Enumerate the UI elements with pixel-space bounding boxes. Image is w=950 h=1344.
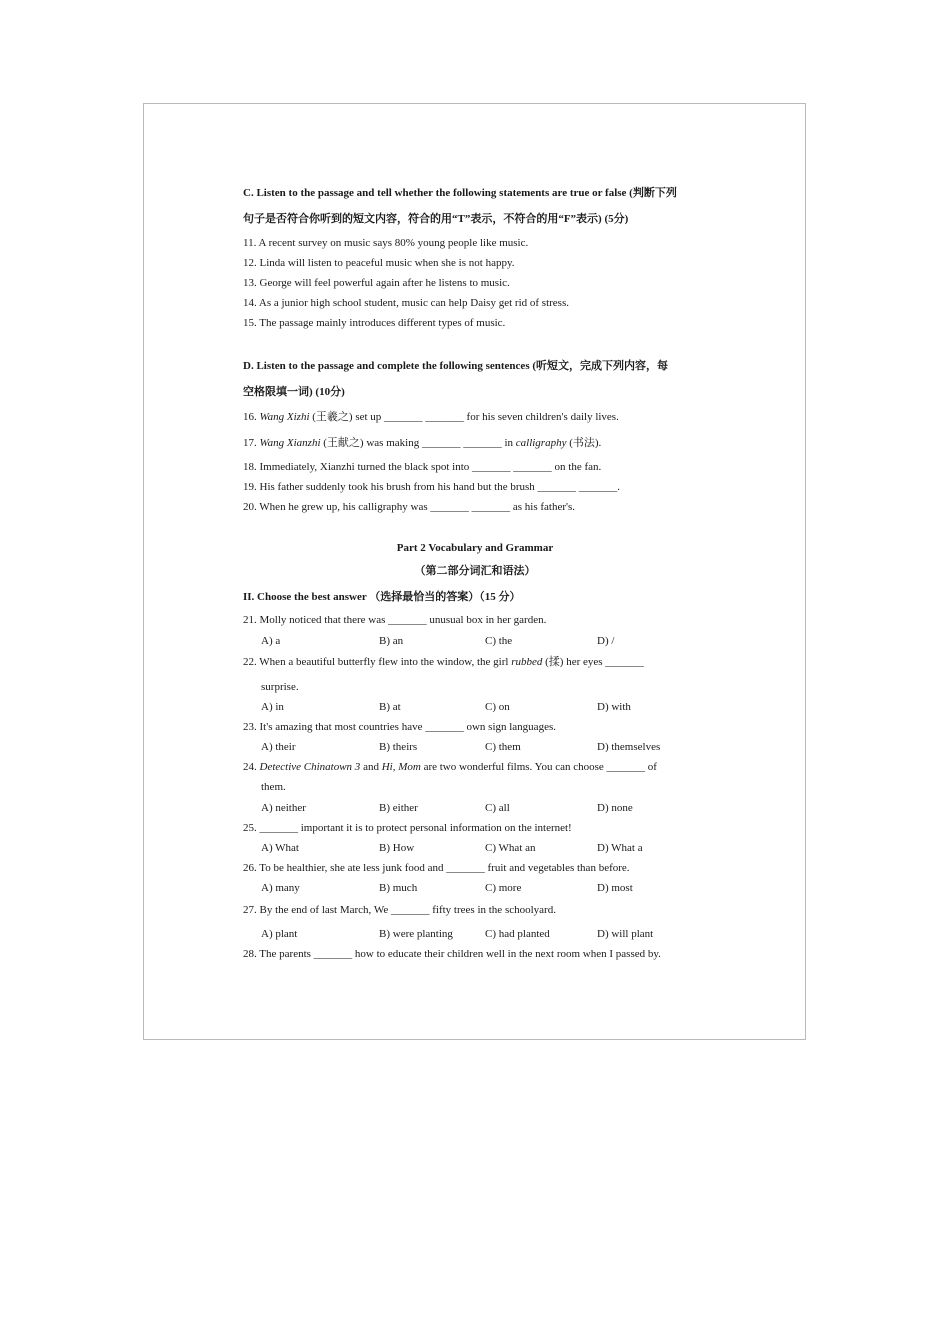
question-24 [243,760,657,774]
q24-option-d: D) none [597,802,633,814]
q21-option-b: B) an [379,635,404,647]
question-24-and: and [360,761,382,773]
q26-option-a: A) many [261,882,300,894]
question-24-num: 24. [243,761,260,773]
question-13: 13. George will feel powerful again after he listens to music. [243,277,510,289]
question-16: 16. Wang Xizhi (王羲之) set up _______ _______ for his seven children's daily lives. [243,411,619,423]
q22-option-d: D) with [597,701,631,713]
q27-option-b: B) were planting [379,928,453,940]
q22-option-b: B) at [379,701,401,713]
q23-option-b: B) theirs [379,741,418,753]
q23-option-d: D) themselves [597,741,661,753]
q25-option-a: A) What [261,842,299,854]
question-11: 11. A recent survey on music says 80% young people like music. [243,237,529,249]
part2-title: Part 2 Vocabulary and Grammar [396,542,554,554]
question-18: 18. Immediately, Xianzhi turned the black spot into _______ _______ on the fan. [243,461,602,473]
q27-option-a: A) plant [261,928,298,940]
q26-option-c: C) more [485,882,522,894]
question-12: 12. Linda will listen to peaceful music when she is not happy. [243,257,515,269]
question-24-continuation: them. [261,781,286,793]
section-c-heading-line2: 句子是否符合你听到的短文内容，符合的用“T”表示，不符合的用“F”表示) (5分) [243,213,629,225]
question-17-text: (王献之) was making _______ _______ in [320,437,516,449]
question-28: 28. The parents _______ how to educate their children well in the next room when I passed by. [243,948,661,960]
q26-option-b: B) much [379,882,418,894]
section-c-heading-line1: C. Listen to the passage and tell whether the following statements are true or false (判断下列 [243,187,677,199]
q27-option-d: D) will plant [597,928,654,940]
question-22-post: (揉) her eyes _______ [542,656,644,668]
q23-option-a: A) their [261,741,296,753]
film-title: Hi, Mom [381,761,421,773]
section-d-heading-line1: D. Listen to the passage and complete the following sentences (听短文，完成下列内容，每 [243,360,669,372]
question-22-continuation: surprise. [261,681,299,693]
question-22-pre: 22. When a beautiful butterfly flew into the window, the girl [243,656,512,668]
q22-option-a: A) in [261,701,284,713]
q24-option-c: C) all [485,802,510,814]
person-name: Wang Xianzhi [259,437,321,449]
q25-option-d: D) What a [597,842,643,854]
term: calligraphy [515,437,567,449]
question-17-end: (书法). [566,437,602,449]
question-24-post: are two wonderful films. You can choose _______ of [420,761,657,773]
section-d-heading-line2: 空格限填一词) (10分) [243,386,345,398]
q25-option-c: C) What an [485,842,536,854]
question-22 [243,655,644,669]
question-23: 23. It's amazing that most countries have _______ own sign languages. [243,721,556,733]
question-26: 26. To be healthier, she ate less junk food and _______ fruit and vegetables than before. [243,862,630,874]
part2-subtitle: （第二部分词汇和语法） [414,565,536,577]
q21-option-d: D) / [597,635,615,647]
question-15: 15. The passage mainly introduces different types of music. [243,317,506,329]
verb: rubbed [511,656,543,668]
q26-option-d: D) most [597,882,633,894]
question-19: 19. His father suddenly took his brush from his hand but the brush _______ _______. [243,481,621,493]
q24-option-a: A) neither [261,802,306,814]
question-17: 17. Wang Xianzhi (王献之) was making _______ _______ in calligraphy (书法). [243,437,602,449]
q22-option-c: C) on [485,701,510,713]
question-16-text: (王羲之) set up _______ _______ for his seven children's daily lives. [309,411,619,423]
q21-option-a: A) a [261,635,281,647]
film-title: Detective Chinatown 3 [259,761,361,773]
question-21: 21. Molly noticed that there was _______ unusual box in her garden. [243,614,547,626]
question-20: 20. When he grew up, his calligraphy was _______ _______ as his father's. [243,501,576,513]
question-27: 27. By the end of last March, We _______ fifty trees in the schoolyard. [243,904,556,916]
q21-option-c: C) the [485,635,513,647]
section-ii-heading: II. Choose the best answer （选择最恰当的答案）（15 分） [243,591,521,603]
question-14: 14. As a junior high school student, music can help Daisy get rid of stress. [243,297,569,309]
q23-option-c: C) them [485,741,521,753]
q27-option-c: C) had planted [485,928,550,940]
q24-option-b: B) either [379,802,418,814]
person-name: Wang Xizhi [259,411,310,423]
q25-option-b: B) How [379,842,415,854]
question-25: 25. _______ important it is to protect personal information on the internet! [243,822,572,834]
